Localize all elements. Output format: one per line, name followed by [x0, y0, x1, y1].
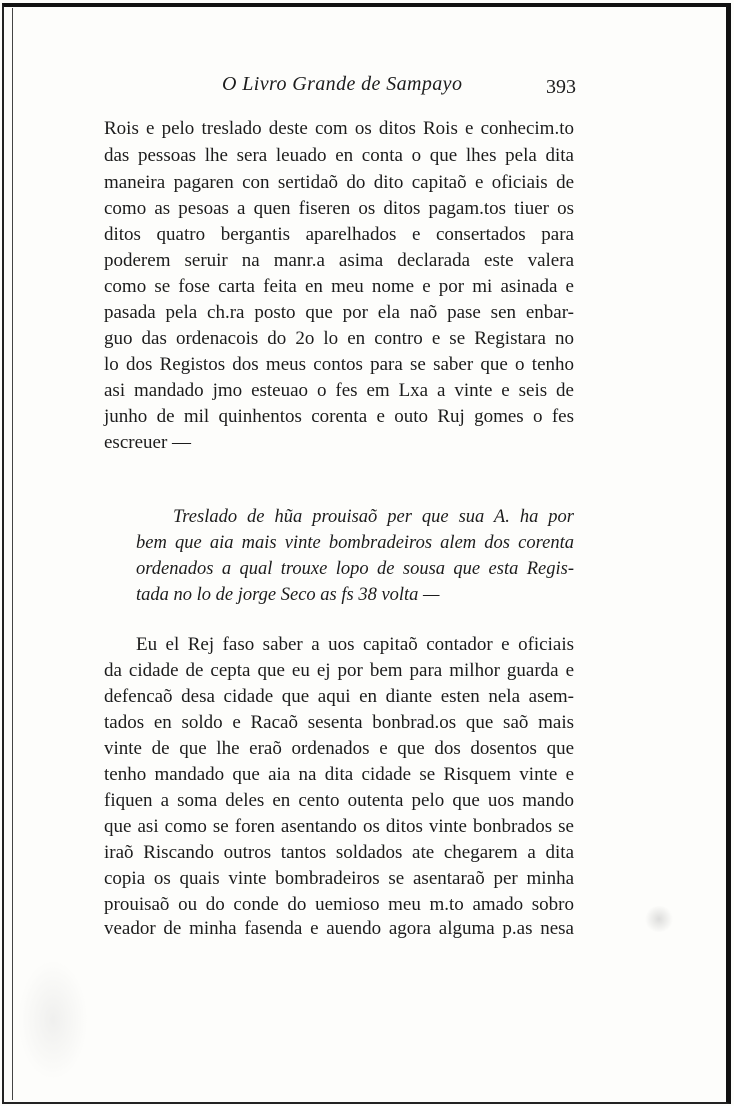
page-number: 393 — [546, 76, 576, 98]
text-line: poderem seruir na manr.a asima declarada este valera — [104, 250, 574, 271]
heading-line: tada no lo de jorge Seco as fs 38 volta — — [136, 585, 440, 605]
page-edge-shadow — [12, 8, 13, 1100]
running-title: O Livro Grande de Sampayo — [222, 73, 463, 95]
text-line: defencaõ desa cidade que aqui en diante esten nela asem- — [104, 686, 574, 707]
paper-stain — [18, 960, 88, 1080]
heading-line: Treslado de hũa prouisaõ per que sua A. ha por — [173, 507, 574, 527]
text-line: fiquen a soma deles en cento outenta pelo que uos mando — [104, 790, 574, 811]
text-line: das pessoas lhe sera leuado en conta o que lhes pela dita — [104, 145, 574, 166]
text-line: copia os quais vinte bombradeiros se asentaraõ per minha — [104, 868, 574, 889]
text-line: veador de minha fasenda e auendo agora alguma p.as nesa — [104, 918, 574, 939]
text-line: tenho mandado que aia na dita cidade se Risquem vinte e — [104, 764, 574, 785]
text-line: ditos quatro bergantis aparelhados e consertados para — [104, 224, 574, 245]
heading-line: bem que aia mais vinte bombradeiros alem dos corenta — [136, 533, 574, 553]
ink-smudge — [644, 906, 674, 932]
heading-line: ordenados a qual trouxe lopo de sousa que esta Regis- — [136, 559, 574, 579]
text-line: da cidade de cepta que eu ej por bem para milhor guarda e — [104, 660, 574, 681]
text-line: escreuer — — [104, 432, 192, 453]
text-line: Eu el Rej faso saber a uos capitaõ contador e oficiais — [136, 634, 574, 655]
text-line: Rois e pelo treslado deste com os ditos Rois e conhecim.to — [104, 118, 574, 139]
text-line: maneira pagaren con sertidaõ do dito capitaõ e oficiais de — [104, 172, 574, 193]
text-line: que asi como se foren asentando os ditos vinte bonbrados se — [104, 816, 574, 837]
text-line: como as pesoas a quen fiseren os ditos pagam.tos tiuer os — [104, 198, 574, 219]
text-line: tados en soldo e Racaõ sesenta bonbrad.os que saõ mais — [104, 712, 574, 733]
text-line: como se fose carta feita en meu nome e por mi asinada e — [104, 276, 574, 297]
text-line: asi mandado jmo esteuao o fes em Lxa a vinte e seis de — [104, 380, 574, 401]
text-line: lo dos Registos dos meus contos para se saber que o tenho — [104, 354, 574, 375]
text-line: iraõ Riscando outros tantos soldados ate chegarem a dita — [104, 842, 574, 863]
text-line: vinte de que lhe eraõ ordenados e que dos dosentos que — [104, 738, 574, 759]
text-line: pasada pela ch.ra posto que por ela naõ pase sen enbar- — [104, 302, 574, 323]
text-line: junho de mil quinhentos corenta e outo Ruj gomes o fes — [104, 406, 574, 427]
page-header — [0, 70, 734, 102]
text-line: guo das ordenacois do 2o lo en contro e se Registara no — [104, 328, 574, 349]
text-line: prouisaõ ou do conde do uemioso meu m.to amado sobro — [104, 894, 574, 915]
